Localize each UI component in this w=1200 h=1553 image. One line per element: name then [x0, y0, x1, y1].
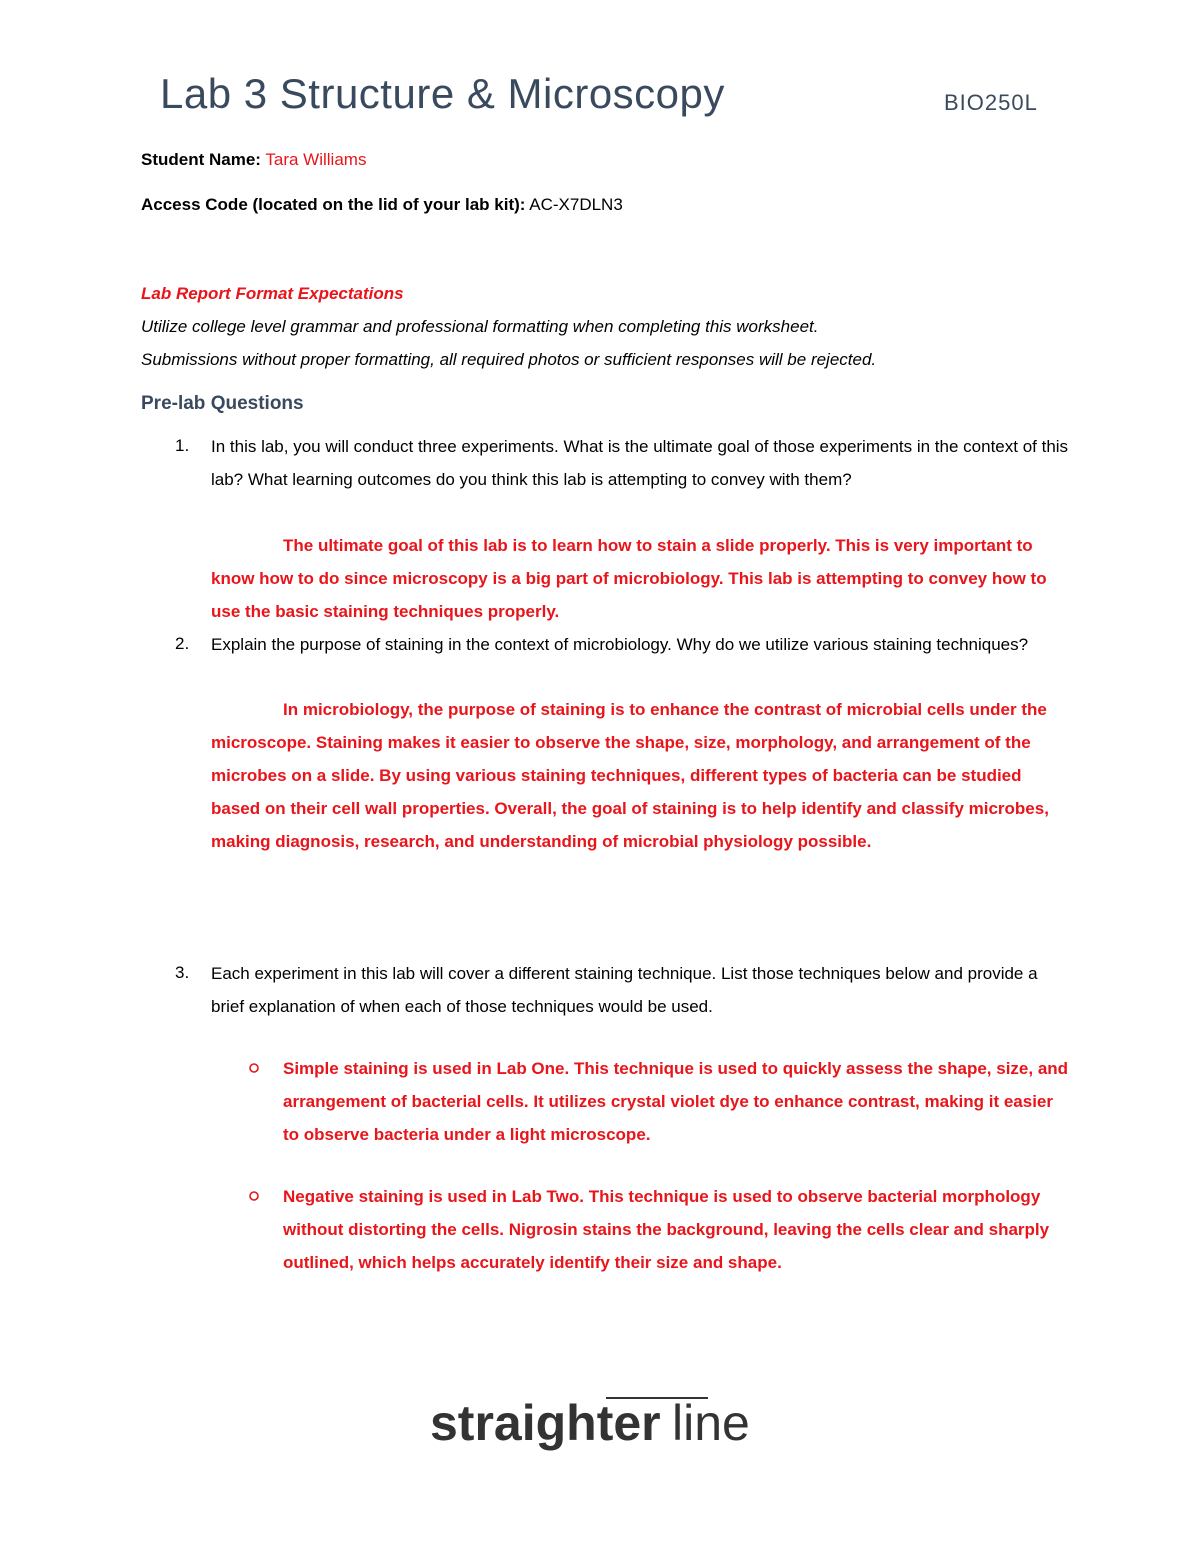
prelab-heading: Pre-lab Questions: [141, 393, 304, 414]
student-name-row: [141, 150, 366, 170]
answer-3-bullet-1: Simple staining is used in Lab One. This technique is used to quickly assess the shape, size, and arrangement of bacterial cells. It utilizes crystal violet dye to enhance contrast, making it easier to observe bacteria under a light microscope.: [283, 1059, 1069, 1144]
answer-3-bullet-2: Negative staining is used in Lab Two. This technique is used to observe bacterial morphology without distorting the cells. Nigrosin stains the background, leaving the cells clear and sharply outlined, which helps accurately identify their size and shape.: [283, 1187, 1050, 1272]
access-code-value: AC-X7DLN3: [529, 195, 623, 214]
expectations-line-2: Submissions without proper formatting, all required photos or sufficient responses will be rejected.: [141, 350, 877, 369]
bullet-circle-icon: [248, 1062, 260, 1074]
student-name-label: Student Name:: [141, 150, 261, 169]
document-title: Lab 3 Structure & Microscopy: [160, 70, 725, 117]
access-code-row: [141, 195, 623, 215]
question-3-text: Each experiment in this lab will cover a different staining technique. List those techniques below and provide a brief explanation of when each of those techniques would be used.: [211, 964, 1038, 1016]
straighterline-logo: [430, 1388, 760, 1468]
answer-1-text: The ultimate goal of this lab is to learn how to stain a slide properly. This is very important to know how to do since microscopy is a big part of microbiology. This lab is attempting to convey how to use the basic staining techniques properly.: [211, 536, 1047, 621]
question-3-number: 3.: [175, 963, 190, 982]
question-2-text: Explain the purpose of staining in the context of microbiology. Why do we utilize various staining techniques?: [211, 635, 1029, 654]
expectations-line-1: Utilize college level grammar and professional formatting when completing this worksheet.: [141, 317, 819, 336]
answer-2-text: In microbiology, the purpose of staining is to enhance the contrast of microbial cells under the microscope. Staining makes it easier to observe the shape, size, morphology, and arrangement of the microbes on a slide. By using various staining techniques, different types of bacteria can be studied based on their cell wall properties. Overall, the goal of staining is to help identify and classify microbes, making diagnosis, research, and understanding of microbial physiology possible.: [211, 700, 1049, 851]
access-code-label: Access Code (located on the lid of your lab kit):: [141, 195, 526, 214]
bullet-circle-icon: [248, 1190, 260, 1202]
logo-text-light: line: [672, 1395, 750, 1451]
question-2-number: 2.: [175, 634, 190, 653]
student-name-value: Tara Williams: [265, 150, 367, 169]
question-1-text: In this lab, you will conduct three experiments. What is the ultimate goal of those experiments in the context of this lab? What learning outcomes do you think this lab is attempting to convey with them?: [211, 437, 1069, 489]
expectations-heading: Lab Report Format Expectations: [141, 284, 404, 303]
question-1-number: 1.: [175, 436, 190, 455]
course-code: BIO250L: [944, 90, 1038, 115]
logo-text-bold: straighter: [430, 1395, 661, 1451]
